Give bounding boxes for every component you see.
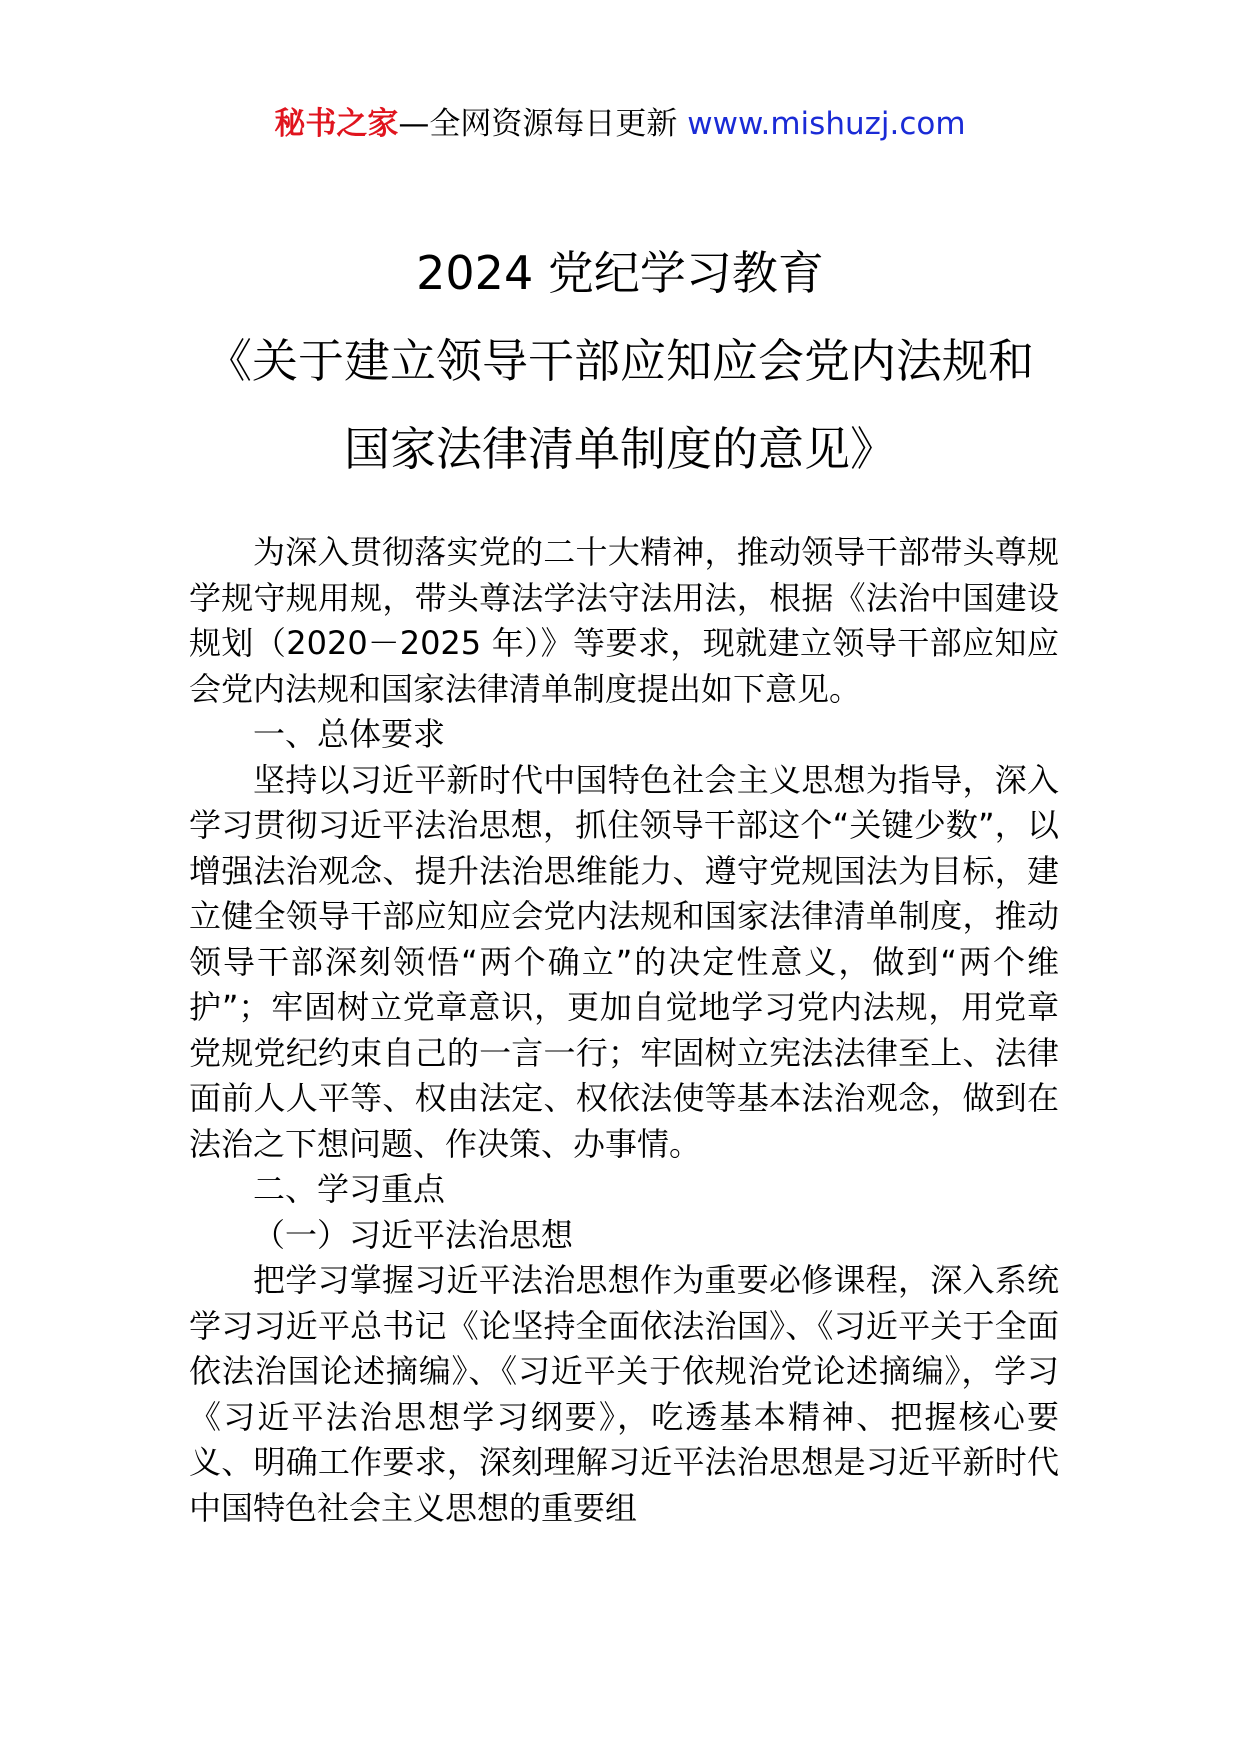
paragraph-intro: 为深入贯彻落实党的二十大精神，推动领导干部带头尊规学规守规用规，带头尊法学法守法用法，根据《法治中国建设规划（2020－2025 年）》等要求，现就建立领导干部应知应会党内法规和国家法律清单制度提出如下意见。 bbox=[189, 533, 1059, 708]
title-line-2: 《关于建立领导干部应知应会党内法规和 bbox=[206, 334, 1034, 388]
document-body bbox=[189, 530, 1059, 1531]
subsection-heading-1: （一）习近平法治思想 bbox=[253, 1215, 574, 1254]
section-heading-1: 一、总体要求 bbox=[253, 715, 446, 753]
brand-slogan: —全网资源每日更新 bbox=[398, 106, 688, 142]
section-heading-2: 二、学习重点 bbox=[253, 1170, 446, 1208]
site-banner bbox=[0, 98, 1240, 150]
paragraph-rule-of-law-thought: 把学习掌握习近平法治思想作为重要必修课程，深入系统学习习近平总书记《论坚持全面依法治国》、《习近平关于全面依法治国论述摘编》、《习近平关于依规治党论述摘编》，学习《习近平法治思想学习纲要》，吃透基本精神、把握核心要义、明确工作要求，深刻理解习近平法治思想是习近平新时代中国特色社会主义思想的重要组 bbox=[189, 1261, 1059, 1527]
title-line-3: 国家法律清单制度的意见》 bbox=[344, 422, 896, 476]
brand-name: 秘书之家 bbox=[274, 106, 399, 142]
document-title bbox=[0, 229, 1240, 493]
title-line-1: 2024 党纪学习教育 bbox=[416, 246, 824, 300]
site-url-link[interactable]: www.mishuzj.com bbox=[687, 106, 966, 142]
paragraph-general-requirements: 坚持以习近平新时代中国特色社会主义思想为指导，深入学习贯彻习近平法治思想，抓住领导干部这个“关键少数”，以增强法治观念、提升法治思维能力、遵守党规国法为目标，建立健全领导干部应知应会党内法规和国家法律清单制度，推动领导干部深刻领悟“两个确立”的决定性意义，做到“两个维护”；牢固树立党章意识，更加自觉地学习党内法规，用党章党规党纪约束自己的一言一行；牢固树立宪法法律至上、法律面前人人平等、权由法定、权依法使等基本法治观念，做到在法治之下想问题、作决策、办事情。 bbox=[189, 760, 1059, 1163]
